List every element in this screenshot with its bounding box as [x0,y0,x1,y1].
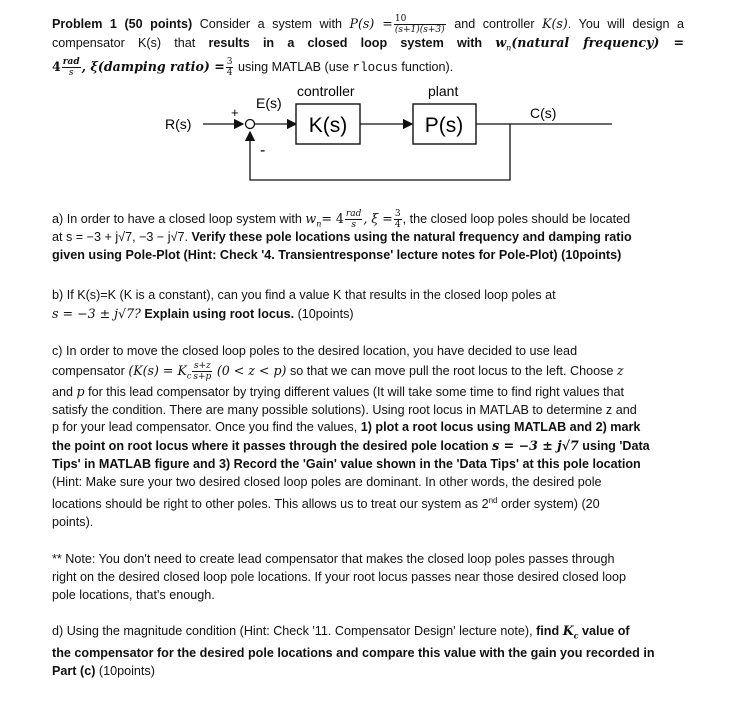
error-label: E(s) [256,95,282,111]
part-a: a) In order to have a closed loop system with $w_n= 4$ $\frac{\text{rad}}{s}$ , ξ = $\frac{3}{4}$ , the closed loop poles should be located at s = −3 + j√7, −3 − j√7. Verify these pole locations using the natural frequency and damping ratio given using Pole-Plot (Hint: Check '4. Transientresponse' lecture notes for Pole-Plot) (10points) [52,209,632,262]
note: ** Note: You don't need to create lead compensator that makes the closed loop poles passes through right on the desired closed loop pole locations. If your root locus passes near those desired closed loop pole locations, that's enough. [52,552,627,602]
controller-label: controller [297,83,355,99]
problem-line-3: 4 $\frac{\text{rad}}{s}$ , ξ(damping ratio) = $\frac{3}{4}$ using MATLAB (use rlocus function). [52,57,454,79]
problem-line-2: compensator K(s) that results in a closed loop system with $w_n(natural$ frequency) = [52,35,684,53]
controller-block-label: K(s) [308,114,348,137]
part-c: c) In order to move the closed loop poles to the desired location, you have decided to use lead compensator ($K(s) = K_c$ $\frac{s+z}{s+p}$ (0 < z < p) so that we can move pull the root locus to the left. Choose z and p for this lead compensator by trying different values (It will take some time to find right values that satisfy the condition. There are many possible solutions). Using root locus in MATLAB to determine z and p for your lead compensator. Once you find the values, 1) plot a root locus using MATLAB and 2) mark the point on root locus where it passes through the desired pole location s = −3 ± j√7 using 'Data Tips' in MATLAB figure and 3) Record the 'Gain' value shown in the 'Data Tips' at this pole location (Hint: Make sure your two desired closed loop poles are dominant. In other words, the desired pole locations should be right to other poles. This allows us to treat our system as 2nd order system) (20 points). [52,344,650,529]
rlocus-code: rlocus [352,61,398,76]
input-label: R(s) [165,116,192,132]
part-d: d) Using the magnitude condition (Hint: Check '11. Compensator Design' lecture note), find $K_c$ value of the compensator for the desired pole locations and compare this value with the gain you recorded in Part (c) (10points) [52,623,655,679]
problem-heading: Problem 1 (50 points) [52,16,193,31]
plus-sign: + [231,105,239,120]
summing-junction [246,120,255,129]
plant-block-label: P(s) [424,114,464,137]
block-diagram [0,0,734,200]
minus-sign: - [260,142,266,159]
plant-label: plant [428,83,459,99]
plant-fraction: $\frac{10}{(s+1)(s+3)}$ [394,14,445,35]
output-label: C(s) [530,105,557,121]
part-b: b) If K(s)=K (K is a constant), can you find a value K that results in the closed loop poles at s = −3 ± j√7? Explain using root locus. (10points) [52,288,556,321]
problem-line-1: Problem 1 (50 points) Consider a system with P(s) = $\frac{10}{(s+1)(s+3)}$ and controller K(s). You will design a [52,14,685,35]
